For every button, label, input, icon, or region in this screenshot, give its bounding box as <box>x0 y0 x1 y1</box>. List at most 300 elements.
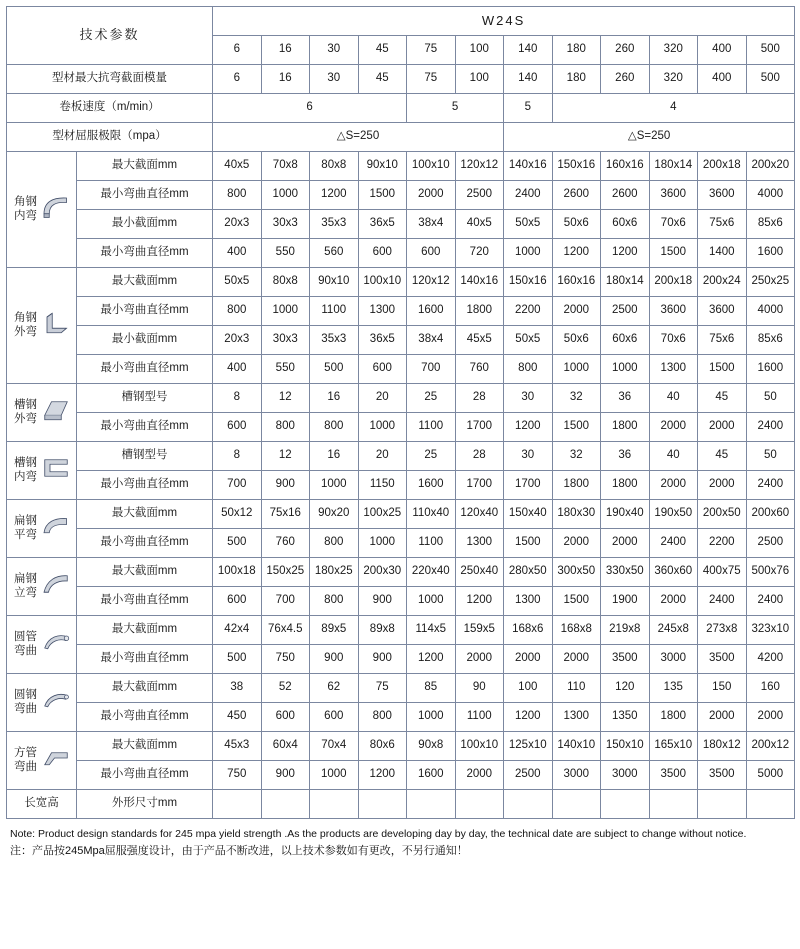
data-cell: 140 <box>504 65 553 94</box>
data-cell: 160x16 <box>552 268 601 297</box>
data-cell: 4000 <box>746 297 795 326</box>
data-cell: 150x25 <box>261 558 310 587</box>
data-cell: 600 <box>407 239 456 268</box>
param-label: 最小弯曲直径mm <box>77 239 213 268</box>
data-cell: 80x8 <box>310 152 359 181</box>
data-cell: 80x8 <box>261 268 310 297</box>
section-label-text: 槽钢外弯 <box>14 398 37 425</box>
data-cell: 500 <box>746 65 795 94</box>
row-label: 卷板速度（m/min） <box>7 94 213 123</box>
data-cell: 1000 <box>601 355 650 384</box>
data-cell: 160x16 <box>601 152 650 181</box>
data-cell: 1500 <box>649 239 698 268</box>
data-cell: 36x5 <box>358 326 407 355</box>
data-cell: 1000 <box>310 471 359 500</box>
data-cell <box>213 790 262 819</box>
data-cell: 1200 <box>552 239 601 268</box>
param-label: 最大截面mm <box>77 500 213 529</box>
data-cell: 1350 <box>601 703 650 732</box>
data-cell: 140x10 <box>552 732 601 761</box>
data-cell: 1000 <box>261 297 310 326</box>
data-cell: 260 <box>601 65 650 94</box>
table-row <box>7 587 795 616</box>
data-cell: 400x75 <box>698 558 747 587</box>
data-cell: 2400 <box>649 529 698 558</box>
data-cell: 50x6 <box>552 210 601 239</box>
data-cell: 200x18 <box>649 268 698 297</box>
data-cell: 3600 <box>649 297 698 326</box>
data-cell: 2500 <box>504 761 553 790</box>
data-cell: 168x6 <box>504 616 553 645</box>
column-header: 140 <box>504 36 553 65</box>
data-cell: 38x4 <box>407 326 456 355</box>
column-header: 100 <box>455 36 504 65</box>
data-cell: 3600 <box>698 297 747 326</box>
speed-value: 4 <box>552 94 795 123</box>
param-label: 最小弯曲直径mm <box>77 181 213 210</box>
data-cell: 3500 <box>601 645 650 674</box>
data-cell: 1800 <box>455 297 504 326</box>
column-header: 16 <box>261 36 310 65</box>
data-cell: 2200 <box>504 297 553 326</box>
data-cell: 120x12 <box>407 268 456 297</box>
section-label-angle-steel-outer-bend <box>7 268 77 384</box>
data-cell <box>261 790 310 819</box>
data-cell: 1500 <box>698 355 747 384</box>
data-cell: 550 <box>261 239 310 268</box>
section-label-text: 角钢外弯 <box>14 311 37 338</box>
data-cell: 60x6 <box>601 210 650 239</box>
table-row <box>7 645 795 674</box>
data-cell: 150 <box>698 674 747 703</box>
data-cell: 2500 <box>455 181 504 210</box>
data-cell: 45x3 <box>213 732 262 761</box>
data-cell: 28 <box>455 442 504 471</box>
column-header: 400 <box>698 36 747 65</box>
section-label-text: 扁钢平弯 <box>14 514 37 541</box>
data-cell: 2000 <box>455 761 504 790</box>
angle-steel-inner-bend-icon <box>41 194 71 224</box>
data-cell: 25 <box>407 384 456 413</box>
data-cell: 2500 <box>601 297 650 326</box>
data-cell: 500 <box>213 645 262 674</box>
column-header: 75 <box>407 36 456 65</box>
data-cell: 1200 <box>358 761 407 790</box>
data-cell: 3500 <box>649 761 698 790</box>
square-tube-bend-icon <box>41 745 71 775</box>
data-cell: 200x12 <box>746 732 795 761</box>
data-cell: 1500 <box>358 181 407 210</box>
data-cell: 1400 <box>698 239 747 268</box>
data-cell: 2000 <box>649 413 698 442</box>
data-cell: 85 <box>407 674 456 703</box>
data-cell: 280x50 <box>504 558 553 587</box>
data-cell <box>601 790 650 819</box>
data-cell: 600 <box>213 587 262 616</box>
data-cell: 600 <box>261 703 310 732</box>
data-cell <box>698 790 747 819</box>
section-label-channel-steel-inner-bend <box>7 442 77 500</box>
data-cell: 89x8 <box>358 616 407 645</box>
data-cell: 200x30 <box>358 558 407 587</box>
data-cell: 1800 <box>601 471 650 500</box>
section-label-round-tube-bend <box>7 616 77 674</box>
speed-value: 5 <box>407 94 504 123</box>
param-label: 最小截面mm <box>77 326 213 355</box>
data-cell: 245x8 <box>649 616 698 645</box>
data-cell: 36 <box>601 384 650 413</box>
table-row <box>7 471 795 500</box>
data-cell: 50x5 <box>504 210 553 239</box>
data-cell: 28 <box>455 384 504 413</box>
data-cell: 700 <box>407 355 456 384</box>
data-cell: 90x10 <box>310 268 359 297</box>
channel-steel-inner-bend-icon <box>41 455 71 485</box>
data-cell: 30 <box>504 384 553 413</box>
table-row <box>7 558 795 587</box>
data-cell: 80x6 <box>358 732 407 761</box>
section-label-text: 圆钢弯曲 <box>14 688 37 715</box>
data-cell: 600 <box>213 413 262 442</box>
data-cell: 60x4 <box>261 732 310 761</box>
yield-value: △S=250 <box>504 123 795 152</box>
data-cell: 3500 <box>698 645 747 674</box>
data-cell: 2500 <box>746 529 795 558</box>
data-cell: 219x8 <box>601 616 650 645</box>
data-cell: 360x60 <box>649 558 698 587</box>
data-cell: 500 <box>213 529 262 558</box>
data-cell: 1100 <box>407 529 456 558</box>
footer-notes <box>6 827 794 859</box>
note-english: Note: Product design standards for 245 mpa yield strength .As the products are developing day by day, the technical date are subject to change without notice. <box>10 828 747 840</box>
data-cell: 3600 <box>649 181 698 210</box>
table-row <box>7 152 795 181</box>
data-cell: 38 <box>213 674 262 703</box>
data-cell: 180x30 <box>552 500 601 529</box>
table-row <box>7 268 795 297</box>
param-label: 最大截面mm <box>77 152 213 181</box>
table-row <box>7 703 795 732</box>
table-row <box>7 210 795 239</box>
data-cell: 45x5 <box>455 326 504 355</box>
data-cell: 20x3 <box>213 210 262 239</box>
data-cell: 323x10 <box>746 616 795 645</box>
data-cell: 70x6 <box>649 326 698 355</box>
note-chinese: 注：产品按245Mpa屈服强度设计，由于产品不断改进，以上技术参数如有更改，不另行通知！ <box>10 844 468 857</box>
data-cell: 800 <box>310 529 359 558</box>
data-cell: 2000 <box>504 645 553 674</box>
data-cell: 30x3 <box>261 210 310 239</box>
section-label-angle-steel-inner-bend <box>7 152 77 268</box>
data-cell: 100x10 <box>407 152 456 181</box>
column-header: 45 <box>358 36 407 65</box>
data-cell: 1600 <box>746 239 795 268</box>
data-cell: 75x16 <box>261 500 310 529</box>
data-cell: 1000 <box>358 413 407 442</box>
data-cell: 62 <box>310 674 359 703</box>
data-cell: 720 <box>455 239 504 268</box>
data-cell: 1000 <box>261 181 310 210</box>
data-cell: 400 <box>698 65 747 94</box>
data-cell: 2000 <box>552 645 601 674</box>
data-cell: 900 <box>261 471 310 500</box>
data-cell: 900 <box>310 645 359 674</box>
round-tube-bend-icon <box>41 629 71 659</box>
data-cell: 1100 <box>310 297 359 326</box>
data-cell: 200x24 <box>698 268 747 297</box>
data-cell: 2000 <box>698 471 747 500</box>
data-cell: 180x12 <box>698 732 747 761</box>
data-cell: 50x5 <box>213 268 262 297</box>
data-cell: 32 <box>552 442 601 471</box>
data-cell: 560 <box>310 239 359 268</box>
data-cell: 2400 <box>746 471 795 500</box>
data-cell: 12 <box>261 442 310 471</box>
data-cell: 1300 <box>552 703 601 732</box>
data-cell: 1000 <box>504 239 553 268</box>
data-cell: 150x40 <box>504 500 553 529</box>
data-cell: 20x3 <box>213 326 262 355</box>
data-cell: 1000 <box>407 587 456 616</box>
footer-row-label: 长宽高 <box>7 790 77 819</box>
section-label-text: 圆管弯曲 <box>14 630 37 657</box>
data-cell: 168x8 <box>552 616 601 645</box>
data-cell: 1200 <box>504 413 553 442</box>
table-row <box>7 500 795 529</box>
table-row <box>7 790 795 819</box>
yield-value: △S=250 <box>213 123 504 152</box>
data-cell: 16 <box>261 65 310 94</box>
data-cell: 800 <box>358 703 407 732</box>
data-cell: 36 <box>601 442 650 471</box>
table-row <box>7 384 795 413</box>
data-cell: 2000 <box>601 529 650 558</box>
data-cell: 800 <box>213 181 262 210</box>
round-bar-bend-icon <box>41 687 71 717</box>
data-cell: 150x16 <box>504 268 553 297</box>
data-cell: 1600 <box>407 761 456 790</box>
data-cell: 3500 <box>698 761 747 790</box>
data-cell: 2600 <box>601 181 650 210</box>
param-label: 最小弯曲直径mm <box>77 297 213 326</box>
table-row <box>7 442 795 471</box>
data-cell: 100x10 <box>455 732 504 761</box>
data-cell: 800 <box>310 413 359 442</box>
data-cell: 2400 <box>746 587 795 616</box>
data-cell: 250x25 <box>746 268 795 297</box>
data-cell: 45 <box>698 384 747 413</box>
table-row <box>7 732 795 761</box>
footer-param-label: 外形尺寸mm <box>77 790 213 819</box>
data-cell: 2000 <box>698 413 747 442</box>
data-cell: 50x12 <box>213 500 262 529</box>
data-cell: 2400 <box>504 181 553 210</box>
data-cell <box>358 790 407 819</box>
data-cell: 50x5 <box>504 326 553 355</box>
data-cell: 3000 <box>601 761 650 790</box>
data-cell: 90 <box>455 674 504 703</box>
column-header: 6 <box>213 36 262 65</box>
data-cell: 330x50 <box>601 558 650 587</box>
data-cell: 89x5 <box>310 616 359 645</box>
data-cell: 800 <box>310 587 359 616</box>
data-cell: 100 <box>504 674 553 703</box>
data-cell: 320 <box>649 65 698 94</box>
data-cell <box>649 790 698 819</box>
data-cell: 110 <box>552 674 601 703</box>
data-cell: 2000 <box>552 529 601 558</box>
data-cell: 40 <box>649 442 698 471</box>
data-cell: 100x10 <box>358 268 407 297</box>
speed-value: 6 <box>213 94 407 123</box>
data-cell: 1300 <box>455 529 504 558</box>
data-cell: 1300 <box>504 587 553 616</box>
data-cell: 1000 <box>358 529 407 558</box>
data-cell: 140x16 <box>455 268 504 297</box>
data-cell: 200x18 <box>698 152 747 181</box>
param-label: 最小弯曲直径mm <box>77 471 213 500</box>
data-cell: 70x6 <box>649 210 698 239</box>
column-header: 320 <box>649 36 698 65</box>
table-row <box>7 297 795 326</box>
data-cell: 273x8 <box>698 616 747 645</box>
data-cell: 50x6 <box>552 326 601 355</box>
data-cell: 4200 <box>746 645 795 674</box>
data-cell: 900 <box>261 761 310 790</box>
data-cell: 75x6 <box>698 210 747 239</box>
data-cell: 20 <box>358 384 407 413</box>
data-cell: 120x40 <box>455 500 504 529</box>
data-cell: 300x50 <box>552 558 601 587</box>
data-cell: 3600 <box>698 181 747 210</box>
table-row <box>7 674 795 703</box>
specification-table <box>6 6 795 819</box>
param-label: 最小弯曲直径mm <box>77 529 213 558</box>
param-label: 最小弯曲直径mm <box>77 355 213 384</box>
data-cell: 70x4 <box>310 732 359 761</box>
data-cell <box>310 790 359 819</box>
data-cell: 1150 <box>358 471 407 500</box>
data-cell: 800 <box>261 413 310 442</box>
table-row <box>7 616 795 645</box>
data-cell: 550 <box>261 355 310 384</box>
data-cell: 700 <box>213 471 262 500</box>
data-cell: 200x60 <box>746 500 795 529</box>
data-cell: 1800 <box>601 413 650 442</box>
data-cell: 16 <box>310 442 359 471</box>
data-cell: 180x25 <box>310 558 359 587</box>
data-cell: 75 <box>407 65 456 94</box>
param-label: 槽钢型号 <box>77 384 213 413</box>
data-cell: 35x3 <box>310 326 359 355</box>
data-cell: 52 <box>261 674 310 703</box>
data-cell: 1700 <box>455 471 504 500</box>
data-cell <box>455 790 504 819</box>
data-cell: 600 <box>358 355 407 384</box>
data-cell: 600 <box>310 703 359 732</box>
data-cell: 75 <box>358 674 407 703</box>
data-cell: 100x18 <box>213 558 262 587</box>
data-cell: 760 <box>261 529 310 558</box>
data-cell: 16 <box>310 384 359 413</box>
data-cell: 30 <box>310 65 359 94</box>
data-cell: 3000 <box>552 761 601 790</box>
data-cell: 2000 <box>552 297 601 326</box>
data-cell: 25 <box>407 442 456 471</box>
param-label: 最大截面mm <box>77 616 213 645</box>
data-cell: 190x40 <box>601 500 650 529</box>
data-cell: 4000 <box>746 181 795 210</box>
data-cell: 85x6 <box>746 210 795 239</box>
data-cell: 1300 <box>358 297 407 326</box>
data-cell: 120x12 <box>455 152 504 181</box>
data-cell: 135 <box>649 674 698 703</box>
data-cell: 1900 <box>601 587 650 616</box>
table-row <box>7 7 795 36</box>
data-cell: 1600 <box>407 471 456 500</box>
table-row <box>7 413 795 442</box>
data-cell: 500 <box>310 355 359 384</box>
data-cell: 110x40 <box>407 500 456 529</box>
data-cell: 100x25 <box>358 500 407 529</box>
data-cell: 200x50 <box>698 500 747 529</box>
tech-params-title: 技术参数 <box>7 7 213 65</box>
section-label-flat-steel-flat-bend <box>7 500 77 558</box>
table-row <box>7 94 795 123</box>
data-cell: 2400 <box>746 413 795 442</box>
column-header: 260 <box>601 36 650 65</box>
data-cell: 800 <box>504 355 553 384</box>
data-cell: 1300 <box>649 355 698 384</box>
data-cell: 1800 <box>649 703 698 732</box>
data-cell: 38x4 <box>407 210 456 239</box>
data-cell: 900 <box>358 587 407 616</box>
data-cell: 8 <box>213 442 262 471</box>
data-cell: 36x5 <box>358 210 407 239</box>
section-label-text: 方管弯曲 <box>14 746 37 773</box>
data-cell: 30 <box>504 442 553 471</box>
table-row <box>7 239 795 268</box>
column-header: 500 <box>746 36 795 65</box>
data-cell: 159x5 <box>455 616 504 645</box>
data-cell: 50 <box>746 442 795 471</box>
column-header: 30 <box>310 36 359 65</box>
data-cell: 2000 <box>455 645 504 674</box>
data-cell: 760 <box>455 355 504 384</box>
data-cell: 450 <box>213 703 262 732</box>
column-header: 180 <box>552 36 601 65</box>
data-cell: 1100 <box>407 413 456 442</box>
data-cell: 1200 <box>504 703 553 732</box>
data-cell: 500x76 <box>746 558 795 587</box>
data-cell: 140x16 <box>504 152 553 181</box>
data-cell: 1200 <box>601 239 650 268</box>
section-label-text: 角钢内弯 <box>14 195 37 222</box>
data-cell: 160 <box>746 674 795 703</box>
data-cell: 45 <box>358 65 407 94</box>
data-cell: 1200 <box>310 181 359 210</box>
table-row <box>7 326 795 355</box>
param-label: 最小弯曲直径mm <box>77 587 213 616</box>
data-cell: 120 <box>601 674 650 703</box>
section-label-flat-steel-edge-bend <box>7 558 77 616</box>
data-cell: 114x5 <box>407 616 456 645</box>
speed-value: 5 <box>504 94 553 123</box>
param-label: 最大截面mm <box>77 268 213 297</box>
data-cell: 400 <box>213 239 262 268</box>
data-cell: 90x10 <box>358 152 407 181</box>
data-cell: 40x5 <box>213 152 262 181</box>
